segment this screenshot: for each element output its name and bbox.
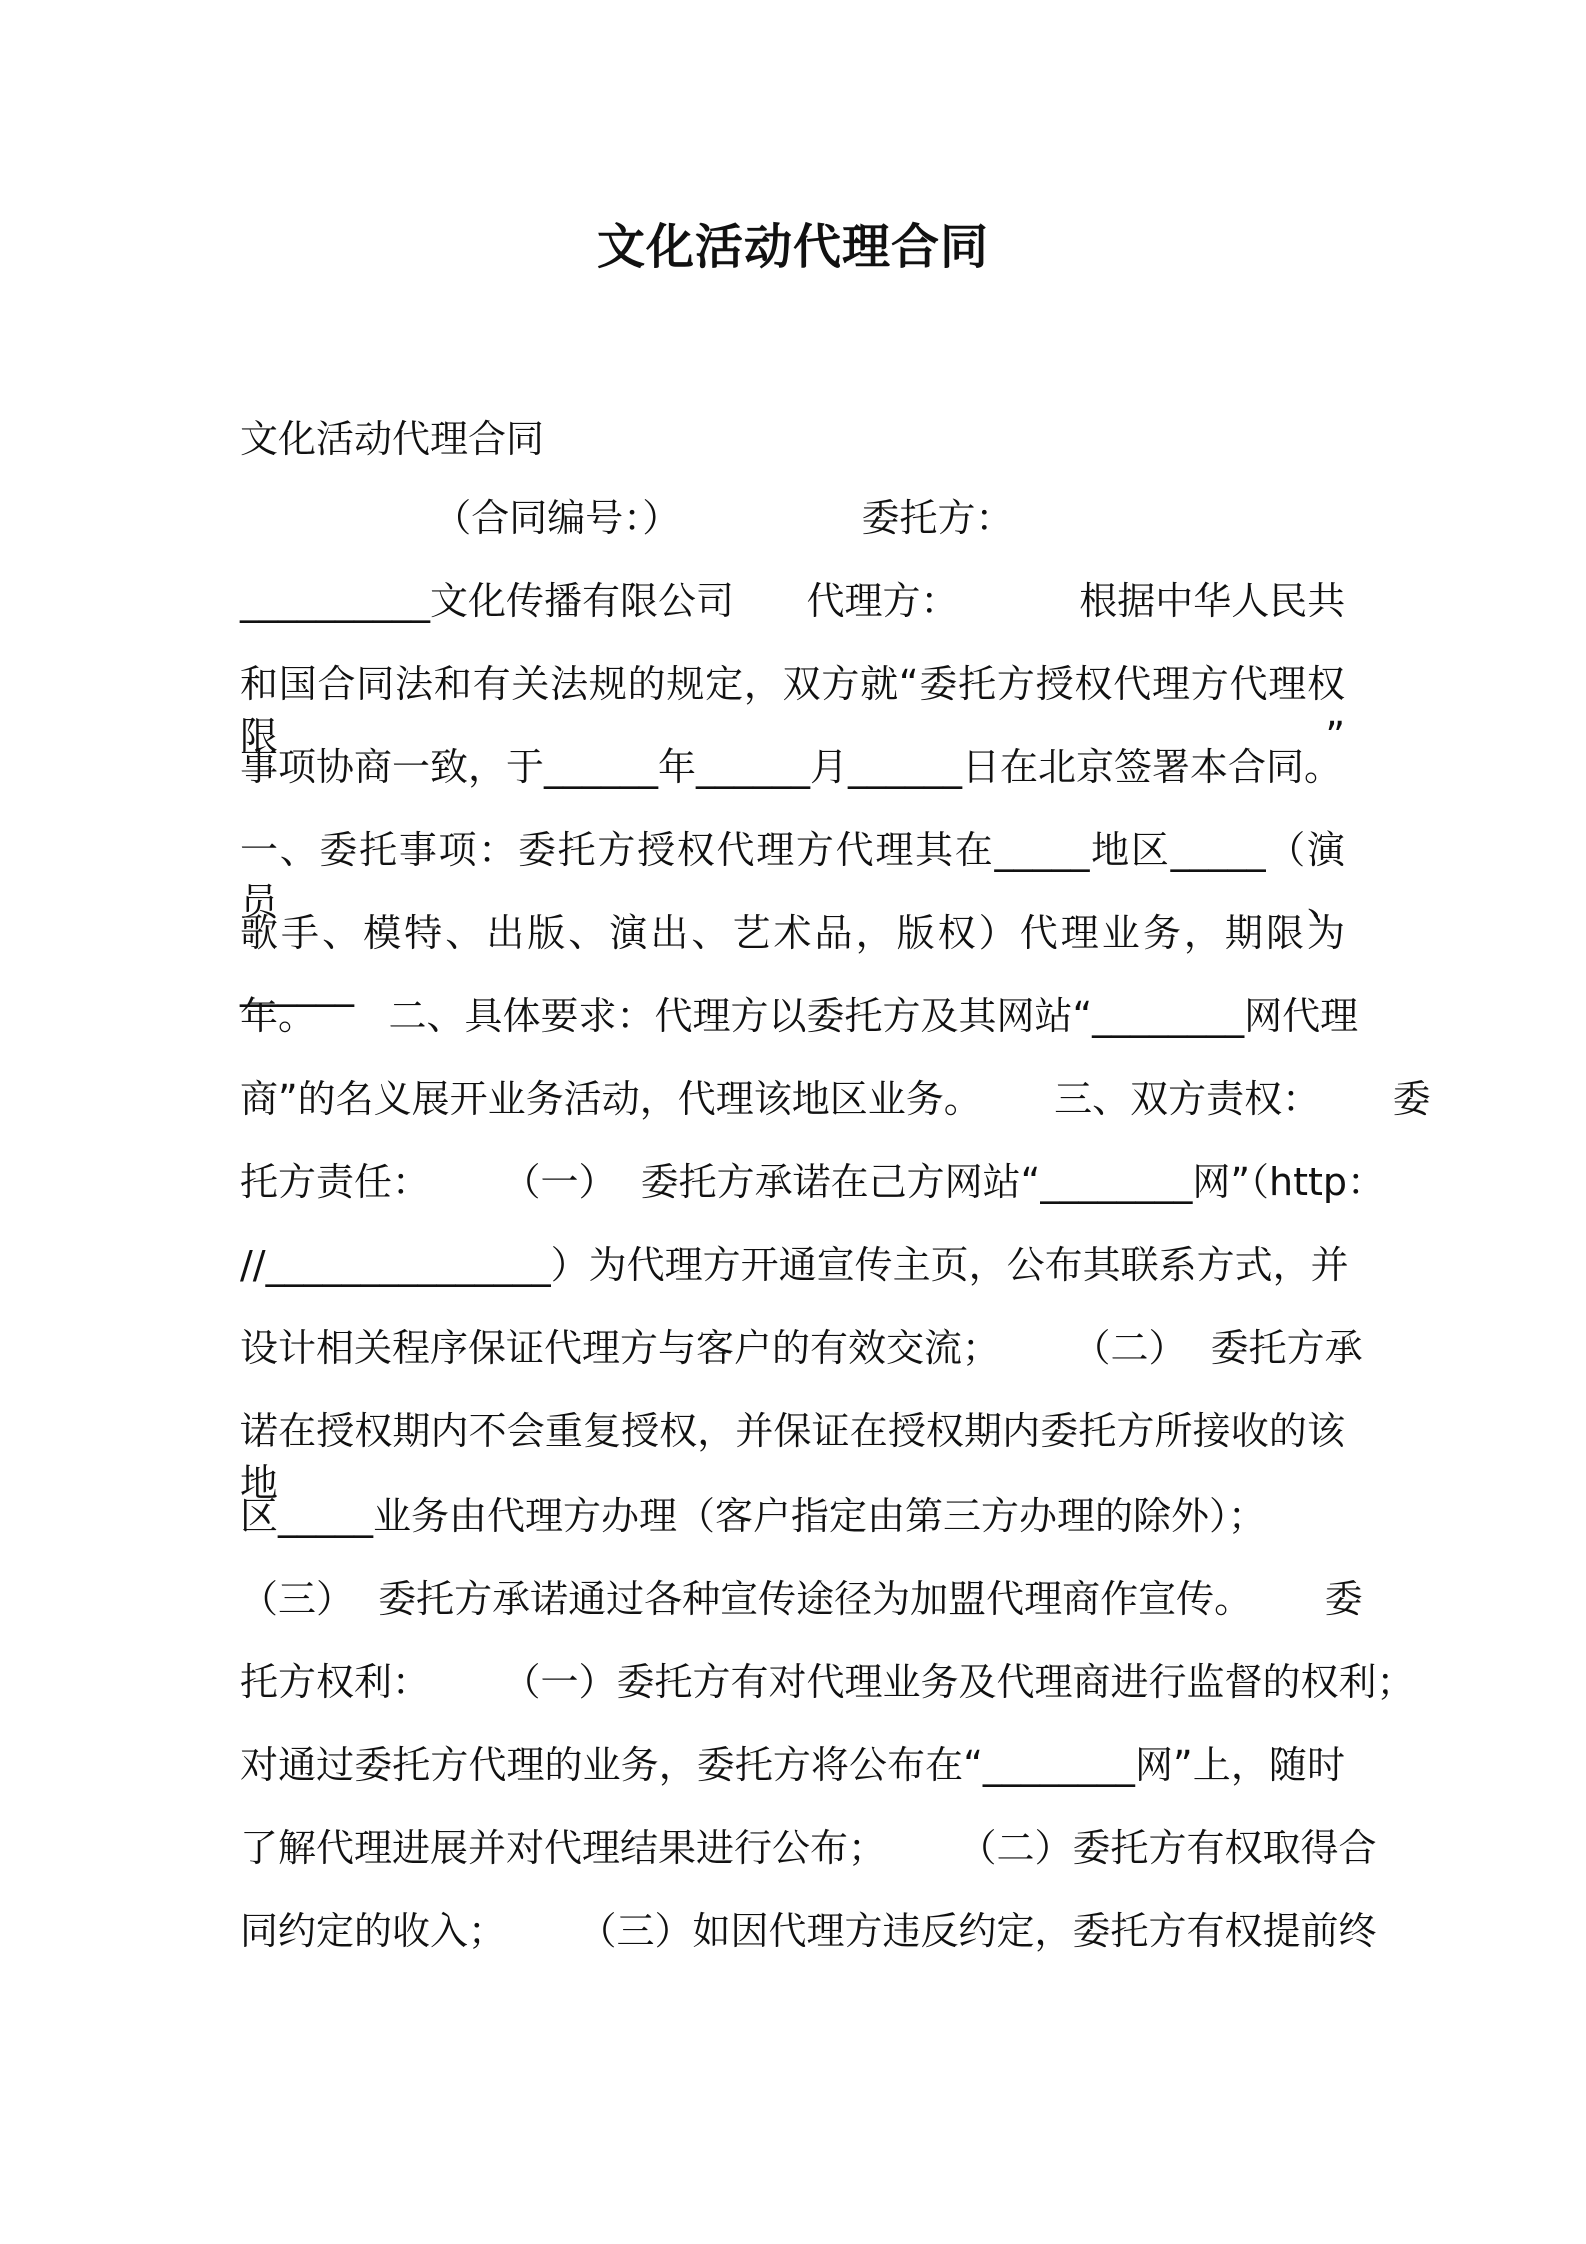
paragraph-line: 和国合同法和有关法规的规定，双方就“委托方授权代理方代理权限” <box>240 662 1345 758</box>
paragraph-line: 事项协商一致，于______年______月______日在北京签署本合同。 <box>240 745 1343 789</box>
paragraph-line: 诺在授权期内不会重复授权，并保证在授权期内委托方所接收的该地 <box>240 1409 1345 1505</box>
document-subtitle: 文化活动代理合同 <box>240 417 545 461</box>
paragraph-line: 设计相关程序保证代理方与客户的有效交流； （二） 委托方承 <box>240 1326 1363 1370</box>
paragraph-line: //_______________）为代理方开通宣传主页，公布其联系方式，并 <box>240 1243 1349 1287</box>
document-title: 文化活动代理合同 <box>596 219 989 275</box>
paragraph-line: 年。 二、具体要求：代理方以委托方及其网站“________网代理 <box>240 994 1359 1038</box>
paragraph-line: 歌手、模特、出版、演出、艺术品，版权）代理业务，期限为______ <box>240 911 1345 1007</box>
paragraph-line: 了解代理进展并对代理结果进行公布； （二）委托方有权取得合 <box>240 1826 1377 1870</box>
paragraph-line: __________文化传播有限公司 代理方： 根据中华人民共 <box>240 579 1346 623</box>
paragraph-line: 同约定的收入； （三）如因代理方违反约定，委托方有权提前终 <box>240 1909 1377 1953</box>
paragraph-line: （合同编号：） 委托方： <box>240 496 1014 540</box>
paragraph-line: 商”的名义展开业务活动，代理该地区业务。 三、双方责权： 委 <box>240 1077 1431 1121</box>
paragraph-line: 托方权利： （一）委托方有对代理业务及代理商进行监督的权利； <box>240 1660 1415 1704</box>
paragraph-line: 对通过委托方代理的业务，委托方将公布在“________网”上，随时 <box>240 1743 1345 1787</box>
paragraph-line: 托方责任： （一） 委托方承诺在己方网站“________网”（http： <box>240 1160 1386 1204</box>
paragraph-line: （三） 委托方承诺通过各种宣传途径为加盟代理商作宣传。 委 <box>240 1577 1363 1621</box>
paragraph-line: 区_____业务由代理方办理（客户指定由第三方办理的除外）； <box>240 1494 1267 1538</box>
paragraph-line: 一、委托事项：委托方授权代理方代理其在_____地区_____（演员、 <box>240 828 1345 924</box>
